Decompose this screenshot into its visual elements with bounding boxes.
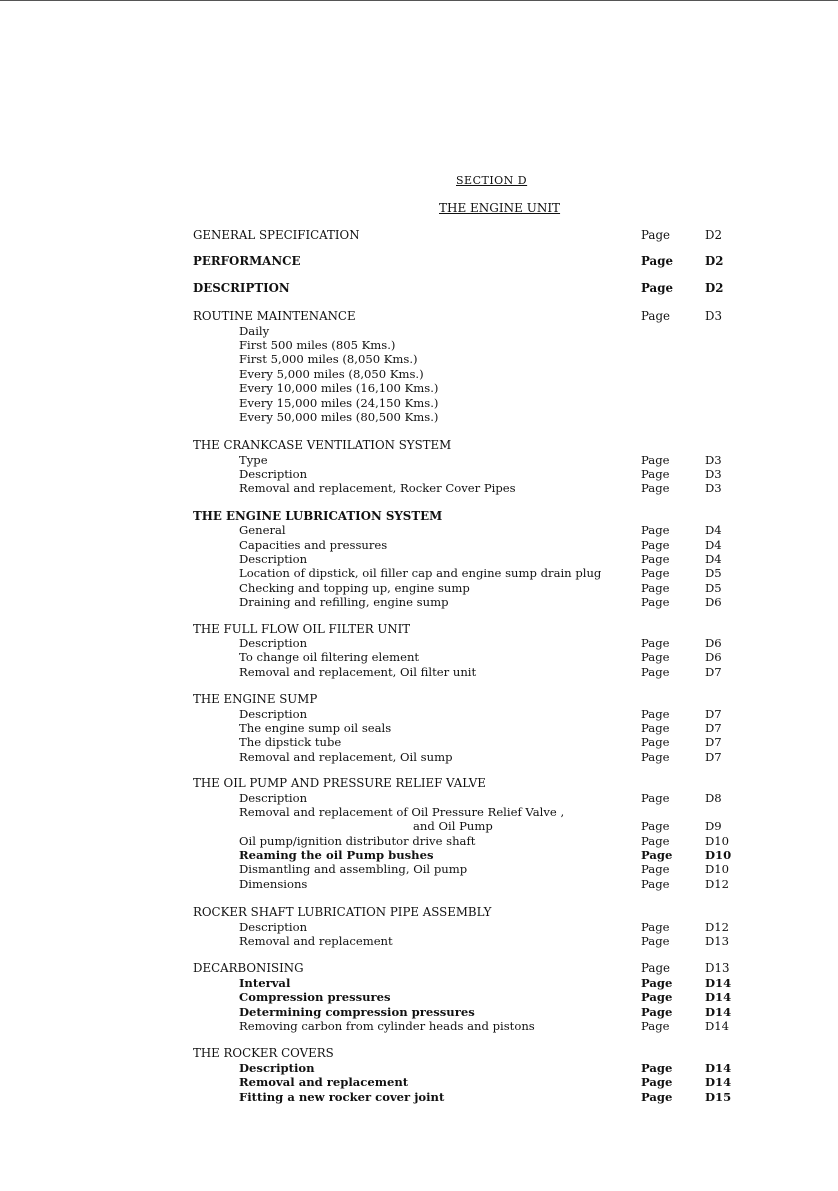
toc-entry: Draining and refilling, engine sump bbox=[239, 595, 449, 610]
toc-entry: General bbox=[239, 523, 286, 538]
toc-entry: Description bbox=[239, 919, 308, 934]
toc-heading-row bbox=[193, 438, 753, 452]
toc-entry-row bbox=[193, 636, 753, 650]
page-label: Page bbox=[641, 467, 670, 482]
toc-heading-row bbox=[193, 905, 753, 919]
toc-entry: Capacities and pressures bbox=[239, 537, 388, 552]
toc-entry-row bbox=[193, 721, 753, 735]
page-number: D14 bbox=[705, 1060, 732, 1075]
toc-entry: Description bbox=[239, 635, 308, 650]
toc-entry-row bbox=[193, 566, 753, 580]
toc-entry-row bbox=[193, 819, 753, 833]
toc-entry-row bbox=[193, 834, 753, 848]
toc-entry: First 500 miles (805 Kms.) bbox=[239, 337, 396, 352]
page-label: Page bbox=[641, 749, 670, 764]
toc-entry: Description bbox=[239, 552, 308, 567]
page-number: D7 bbox=[705, 720, 722, 735]
page-number: D2 bbox=[705, 280, 724, 295]
page-number: D10 bbox=[705, 833, 730, 848]
top-rule bbox=[0, 0, 838, 1]
toc-entry-row bbox=[193, 976, 753, 990]
toc-entry: Every 15,000 miles (24,150 Kms.) bbox=[239, 395, 439, 410]
toc-entry-row bbox=[193, 1061, 753, 1075]
toc-heading: THE ENGINE LUBRICATION SYSTEM bbox=[193, 508, 443, 523]
toc-entry-row bbox=[193, 805, 753, 819]
page-label: Page bbox=[641, 790, 670, 805]
toc-group bbox=[193, 438, 753, 496]
page-label: Page bbox=[641, 552, 670, 567]
toc-heading: DESCRIPTION bbox=[193, 280, 290, 295]
page-label: Page bbox=[641, 254, 673, 269]
toc-entry: Description bbox=[239, 467, 308, 482]
page-number: D3 bbox=[705, 481, 722, 496]
page-label: Page bbox=[641, 228, 670, 242]
toc-entry-row bbox=[193, 735, 753, 749]
toc-heading: THE CRANKCASE VENTILATION SYSTEM bbox=[193, 438, 452, 453]
page-number: D14 bbox=[705, 990, 732, 1005]
toc-entry-row bbox=[193, 862, 753, 876]
toc-entry: Every 5,000 miles (8,050 Kms.) bbox=[239, 366, 424, 381]
page-number: D5 bbox=[705, 580, 722, 595]
toc-entry-row bbox=[193, 581, 753, 595]
page-number: D7 bbox=[705, 749, 722, 764]
toc-group bbox=[193, 254, 753, 268]
page-number: D2 bbox=[705, 228, 722, 242]
toc-entry: To change oil filtering element bbox=[239, 650, 420, 665]
page-number: D3 bbox=[705, 467, 722, 482]
toc-entry-row bbox=[193, 396, 753, 410]
page-number: D12 bbox=[705, 919, 730, 934]
toc-group bbox=[193, 622, 753, 680]
page-label: Page bbox=[641, 566, 670, 581]
toc-heading: ROUTINE MAINTENANCE bbox=[193, 309, 356, 324]
toc-entry: Removal and replacement of Oil Pressure Relief Valve , bbox=[239, 804, 565, 819]
toc-group bbox=[193, 309, 753, 424]
toc-entry: and Oil Pump bbox=[413, 819, 493, 834]
toc-heading: THE ROCKER COVERS bbox=[193, 1046, 334, 1061]
page-label: Page bbox=[641, 961, 670, 976]
page-label: Page bbox=[641, 876, 670, 891]
toc-entry-row bbox=[193, 538, 753, 552]
page-label: Page bbox=[641, 1075, 673, 1090]
toc-group bbox=[193, 509, 753, 610]
toc-entry: Fitting a new rocker cover joint bbox=[239, 1089, 445, 1104]
page-number: D4 bbox=[705, 552, 722, 567]
page-label: Page bbox=[641, 862, 670, 877]
page-label: Page bbox=[641, 735, 670, 750]
toc-heading-row bbox=[193, 281, 753, 295]
toc-entry-row bbox=[193, 453, 753, 467]
toc-entry: Removing carbon from cylinder heads and pistons bbox=[239, 1018, 535, 1033]
page-label: Page bbox=[641, 819, 670, 834]
page-number: D8 bbox=[705, 790, 722, 805]
page-number: D7 bbox=[705, 735, 722, 750]
page-title: THE ENGINE UNIT bbox=[439, 201, 561, 215]
page-label: Page bbox=[641, 664, 670, 679]
page-number: D14 bbox=[705, 975, 732, 990]
page-label: Page bbox=[641, 580, 670, 595]
page-label: Page bbox=[641, 452, 670, 467]
page-number: D4 bbox=[705, 537, 722, 552]
toc-entry-row bbox=[193, 750, 753, 764]
page-number: D13 bbox=[705, 934, 730, 949]
toc-group bbox=[193, 1046, 753, 1104]
page-label: Page bbox=[641, 280, 673, 295]
toc-entry: Every 50,000 miles (80,500 Kms.) bbox=[239, 409, 439, 424]
toc-group bbox=[193, 692, 753, 764]
page-number: D15 bbox=[705, 1089, 732, 1104]
page-number: D6 bbox=[705, 595, 722, 610]
toc-entry-row bbox=[193, 877, 753, 891]
table-of-contents bbox=[193, 228, 753, 1104]
toc-entry-row bbox=[193, 707, 753, 721]
page-number: D10 bbox=[705, 848, 732, 863]
toc-entry: Interval bbox=[239, 975, 291, 990]
page-number: D10 bbox=[705, 862, 730, 877]
toc-heading-row bbox=[193, 776, 753, 790]
toc-entry: Description bbox=[239, 1060, 315, 1075]
toc-entry-row bbox=[193, 481, 753, 495]
toc-heading: GENERAL SPECIFICATION bbox=[193, 228, 360, 242]
toc-entry-row bbox=[193, 1019, 753, 1033]
page-number: D2 bbox=[705, 254, 724, 269]
toc-group bbox=[193, 228, 753, 242]
toc-group bbox=[193, 281, 753, 295]
page-number: D7 bbox=[705, 664, 722, 679]
toc-entry: First 5,000 miles (8,050 Kms.) bbox=[239, 352, 418, 367]
toc-entry-row bbox=[193, 650, 753, 664]
page-label: Page bbox=[641, 635, 670, 650]
toc-entry-row bbox=[193, 920, 753, 934]
page-number: D6 bbox=[705, 635, 722, 650]
toc-entry: Dismantling and assembling, Oil pump bbox=[239, 862, 468, 877]
toc-entry: Removal and replacement bbox=[239, 934, 393, 949]
toc-entry: The engine sump oil seals bbox=[239, 720, 392, 735]
section-label: SECTION D bbox=[456, 174, 528, 187]
toc-entry-row bbox=[193, 1090, 753, 1104]
page-label: Page bbox=[641, 1060, 673, 1075]
page-number: D7 bbox=[705, 706, 722, 721]
toc-group bbox=[193, 961, 753, 1033]
toc-heading-row bbox=[193, 622, 753, 636]
toc-entry: Compression pressures bbox=[239, 990, 391, 1005]
page-number: D14 bbox=[705, 1004, 732, 1019]
page-label: Page bbox=[641, 650, 670, 665]
page-label: Page bbox=[641, 595, 670, 610]
toc-entry-row bbox=[193, 791, 753, 805]
toc-heading: ROCKER SHAFT LUBRICATION PIPE ASSEMBLY bbox=[193, 905, 492, 920]
page-number: D6 bbox=[705, 650, 722, 665]
page-label: Page bbox=[641, 1089, 673, 1104]
page-number: D13 bbox=[705, 961, 730, 976]
toc-entry-row bbox=[193, 552, 753, 566]
toc-entry: Removal and replacement, Rocker Cover Pipes bbox=[239, 481, 516, 496]
toc-entry: Oil pump/ignition distributor drive shaft bbox=[239, 833, 476, 848]
toc-entry-row bbox=[193, 595, 753, 609]
toc-heading: THE ENGINE SUMP bbox=[193, 692, 318, 707]
page-label: Page bbox=[641, 523, 670, 538]
toc-entry: Location of dipstick, oil filler cap and engine sump drain plug bbox=[239, 566, 602, 581]
toc-entry: Reaming the oil Pump bushes bbox=[239, 848, 434, 863]
toc-heading-row bbox=[193, 309, 753, 323]
page-label: Page bbox=[641, 848, 673, 863]
toc-entry-row bbox=[193, 990, 753, 1004]
page-number: D9 bbox=[705, 819, 722, 834]
toc-entry-row bbox=[193, 381, 753, 395]
toc-heading: THE FULL FLOW OIL FILTER UNIT bbox=[193, 621, 411, 636]
toc-entry: Every 10,000 miles (16,100 Kms.) bbox=[239, 381, 439, 396]
toc-heading: THE OIL PUMP AND PRESSURE RELIEF VALVE bbox=[193, 776, 486, 791]
toc-entry-row bbox=[193, 467, 753, 481]
page-number: D12 bbox=[705, 876, 730, 891]
toc-entry: Removal and replacement, Oil filter unit bbox=[239, 664, 477, 679]
page-label: Page bbox=[641, 309, 670, 324]
toc-entry: Dimensions bbox=[239, 876, 308, 891]
toc-entry-row bbox=[193, 324, 753, 338]
toc-entry-row bbox=[193, 367, 753, 381]
page-label: Page bbox=[641, 975, 673, 990]
toc-entry: Removal and replacement bbox=[239, 1075, 409, 1090]
toc-heading-row bbox=[193, 961, 753, 975]
page-number: D5 bbox=[705, 566, 722, 581]
page-number: D14 bbox=[705, 1075, 732, 1090]
page-number: D3 bbox=[705, 452, 722, 467]
toc-group bbox=[193, 776, 753, 891]
toc-heading-row bbox=[193, 692, 753, 706]
page-label: Page bbox=[641, 833, 670, 848]
toc-group bbox=[193, 905, 753, 948]
page-label: Page bbox=[641, 990, 673, 1005]
page-label: Page bbox=[641, 934, 670, 949]
toc-entry-row bbox=[193, 410, 753, 424]
page-number: D14 bbox=[705, 1018, 730, 1033]
toc-entry: Description bbox=[239, 790, 308, 805]
toc-entry: Checking and topping up, engine sump bbox=[239, 580, 470, 595]
toc-entry-row bbox=[193, 338, 753, 352]
toc-heading-row bbox=[193, 228, 753, 242]
page-label: Page bbox=[641, 481, 670, 496]
toc-entry: The dipstick tube bbox=[239, 735, 342, 750]
toc-entry: Type bbox=[239, 452, 268, 467]
toc-entry-row bbox=[193, 523, 753, 537]
page-number: D3 bbox=[705, 309, 722, 324]
page-label: Page bbox=[641, 919, 670, 934]
toc-entry-row bbox=[193, 352, 753, 366]
toc-entry-row bbox=[193, 665, 753, 679]
page-label: Page bbox=[641, 720, 670, 735]
toc-heading-row bbox=[193, 254, 753, 268]
toc-entry-row bbox=[193, 848, 753, 862]
page-label: Page bbox=[641, 706, 670, 721]
toc-entry: Description bbox=[239, 706, 308, 721]
toc-heading-row bbox=[193, 1046, 753, 1060]
toc-entry: Daily bbox=[239, 323, 270, 338]
toc-entry: Determining compression pressures bbox=[239, 1004, 475, 1019]
toc-heading: PERFORMANCE bbox=[193, 254, 301, 269]
page-label: Page bbox=[641, 1004, 673, 1019]
toc-entry-row bbox=[193, 934, 753, 948]
toc-entry-row bbox=[193, 1005, 753, 1019]
toc-entry: Removal and replacement, Oil sump bbox=[239, 749, 453, 764]
page-label: Page bbox=[641, 1018, 670, 1033]
page-label: Page bbox=[641, 537, 670, 552]
toc-heading-row bbox=[193, 509, 753, 523]
toc-entry-row bbox=[193, 1075, 753, 1089]
toc-heading: DECARBONISING bbox=[193, 961, 304, 976]
page-number: D4 bbox=[705, 523, 722, 538]
